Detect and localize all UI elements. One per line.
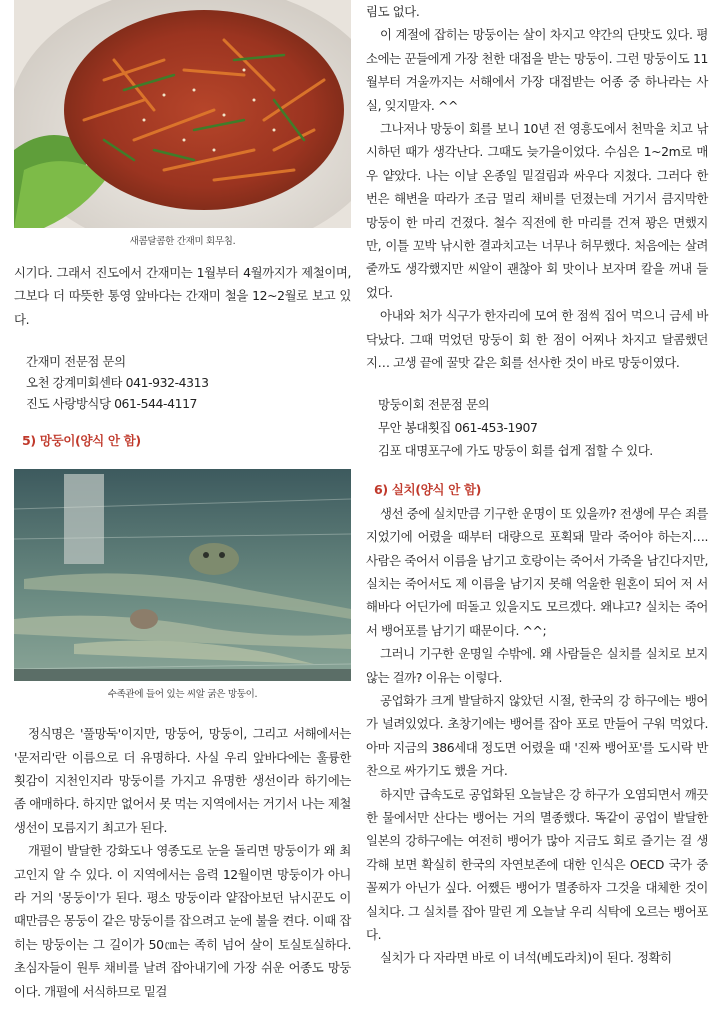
body-paragraph: 그러니 기구한 운명일 수밖에. 왜 사람들은 실치를 실치로 보지 않는 걸까? 이유는 이렇다. xyxy=(366,646,708,685)
contact-title: 간재미 전문점 문의 xyxy=(26,354,126,370)
body-paragraph: 개펄이 발달한 강화도나 영종도로 눈을 돌리면 망둥이가 왜 최고인지 알 수 있다. 이 지역에서는 음력 12월이면 망둥이가 아니라 거의 '몽둥이'가 된다. 평소 망둥이라 얕잡아보던 낚시꾼도 이때만큼은 몽둥이 같은 망둥이를 잡으려고 눈에 불을 켠다. 이때 잡히는 망둥이는 그 길이가 50㎝는 족히 넘어 살이 토실토실하다. 초심자들이 원투 채비를 날려 잡아내기에 가장 쉬운 어종도 망둥이다. 개펄에 서식하므로 밑걸 xyxy=(14,843,351,999)
aquarium-photo xyxy=(14,469,351,681)
contact-box xyxy=(26,351,351,414)
body-paragraph: 이 계절에 잡히는 망둥이는 살이 차지고 약간의 단맛도 있다. 평소에는 꾼들에게 가장 천한 대접을 받는 망둥이. 그런 망둥이도 11월부터 겨울까지는 서해에서 가장 대접받는 어종 중 하나라는 사실, 잊지말자. ^^ xyxy=(366,27,708,113)
body-paragraph: 생선 중에 실치만큼 기구한 운명이 또 있을까? 전생에 무슨 죄를 지었기에 어렸을 때부터 대량으로 포획돼 말라 죽어야 하는지…. 사람은 죽어서 이름을 남기고 호랑이는 죽어서 가죽을 남긴다지만, 실치는 죽어서도 제 이름을 남기지 못해 억울한 원혼이 되어 저 서해바다 어딘가에 떠돌고 있을지도 모르겠다. 왜냐고? 실치는 죽어서 뱅어포를 남기기 때문이다. ^^; xyxy=(366,505,708,638)
salad-image xyxy=(14,0,351,228)
body-paragraph: 하지만 급속도로 공업화된 오늘날은 강 하구가 오염되면서 깨끗한 물에서만 산다는 뱅어는 거의 멸종했다. 똑같이 공업이 발달한 일본의 강하구에는 여전히 뱅어가 많아 지금도 회로 즐기는 걸 생각해 보면 확실히 한국의 자연보존에 대한 인식은 OECD 국가 중 꼴찌가 아닌가 싶다. 어쨌든 뱅어가 멸종하자 그것을 대체한 것이 실치다. 그 실치를 잡아 말린 게 오늘날 우리 식탁에 오르는 뱅어포다. xyxy=(366,786,708,943)
body-paragraph: 정식명은 '풀망둑'이지만, 망둥어, 망둥이, 그리고 서해에서는 '문저리'란 이름으로 더 유명하다. 사실 우리 앞바다에는 훌륭한 횟감이 지천인지라 망둥이를 가지고 유명한 생선이라 하기에는 좀 애매하다. 하지만 없어서 못 먹는 지역에서는 거기서 나는 제철 생선이 모름지기 최고가 된다. xyxy=(14,726,351,835)
body-paragraph: 림도 없다. xyxy=(366,4,420,19)
contact-line: 김포 대명포구에 가도 망둥이 회를 쉽게 접할 수 있다. xyxy=(378,443,653,459)
body-paragraph: 그나저나 망둥이 회를 보니 10년 전 영흥도에서 천막을 치고 낚시하던 때가 생각난다. 그때도 늦가을이었다. 수심은 1~2m로 매우 얕았다. 나는 이날 온종일 밑걸림과 싸우다 지쳤다. 그러다 한 번은 해변을 따라가 조금 멀리 채비를 던졌는데 거기서 큼지막한 망둥이 한 마리 건졌다. 철수 직전에 한 마리를 건져 꽝은 면했지만, 이틀 꼬박 낚시한 결과치고는 너무나 허무했다. 처음에는 살려줄까도 생각했지만 씨알이 괜찮아 회 맛이나 보자며 칼을 꺼내 들었다. xyxy=(366,121,708,300)
contact-title: 망둥이회 전문점 문의 xyxy=(378,396,490,412)
photo-caption: 수족관에 들어 있는 씨알 굵은 망둥이. xyxy=(107,689,258,701)
body-paragraph: 실치가 다 자라면 바로 이 녀석(베도라치)이 된다. 정확히 xyxy=(380,950,672,966)
contact-box xyxy=(378,393,708,463)
section-heading: 6) 실치(양식 안 함) xyxy=(374,481,481,497)
left-column xyxy=(14,0,351,1003)
aquarium-image xyxy=(14,469,351,681)
contact-line: 무안 봉대횟집 061-453-1907 xyxy=(378,419,538,435)
contact-line: 진도 사랑방식당 061-544-4117 xyxy=(26,396,198,412)
body-paragraph: 시기다. 그래서 진도에서 간재미는 1월부터 4월까지가 제철이며, 그보다 더 따뜻한 통영 앞바다는 간재미 철을 12~2월로 보고 있다. xyxy=(14,265,351,327)
contact-line: 오천 강계미회센타 041-932-4313 xyxy=(26,375,209,391)
body-paragraph: 아내와 처가 식구가 한자리에 모여 한 점씩 집어 먹으니 금세 바닥났다. 그때 먹었던 망둥이 회 한 점이 어찌나 차지고 달콤했던지… 고생 끝에 꿀맛 같은 회를 선사한 것이 바로 망둥이였다. xyxy=(366,308,708,371)
right-column xyxy=(366,0,708,970)
photo-caption: 새콤달콤한 간재미 회무침. xyxy=(129,236,236,247)
salad-photo xyxy=(14,0,351,228)
section-heading: 5) 망둥이(양식 안 함) xyxy=(22,433,141,449)
body-paragraph: 공업화가 크게 발달하지 않았던 시절, 한국의 강 하구에는 뱅어가 널려있었다. 초창기에는 뱅어를 잡아 포로 만들어 구워 먹었다. 아마 지금의 386세대 정도면 어렸을 때 '진짜 뱅어포'를 도시락 반찬으로 싸가기도 했을 거다. xyxy=(366,692,708,779)
